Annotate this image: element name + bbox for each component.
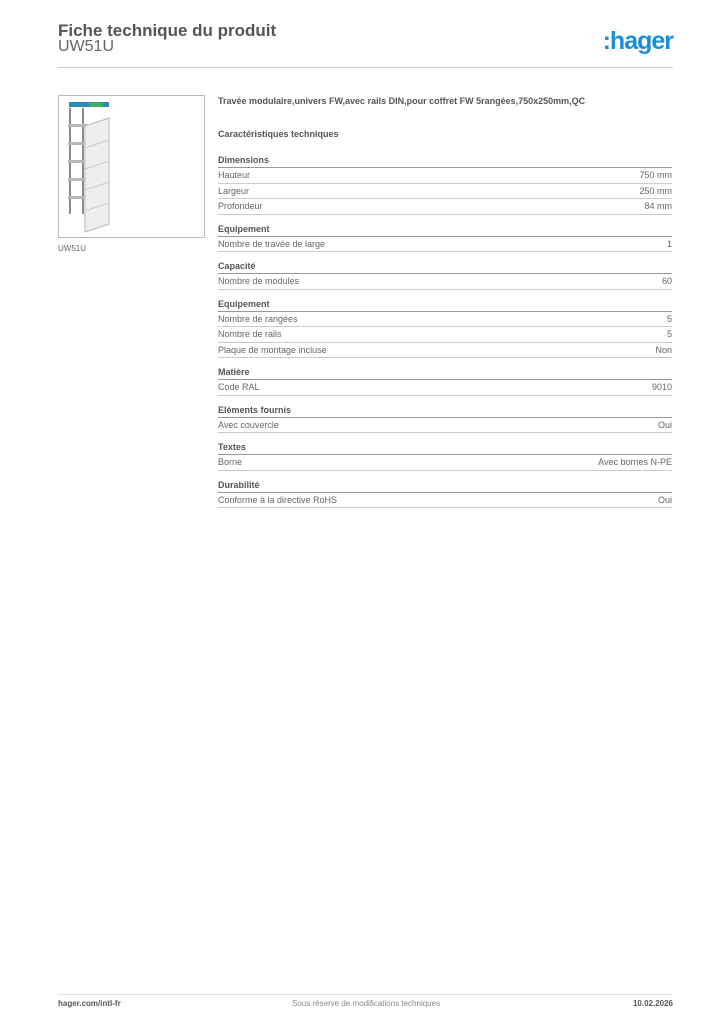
section-title: Capacité bbox=[218, 261, 672, 274]
product-image-caption: UW51U bbox=[58, 244, 87, 253]
spec-row bbox=[218, 418, 672, 434]
spec-value: Non bbox=[655, 344, 672, 355]
spec-section bbox=[218, 155, 672, 215]
spec-value: 84 mm bbox=[644, 201, 672, 211]
header-divider bbox=[58, 67, 673, 68]
spec-section bbox=[218, 442, 672, 471]
spec-row bbox=[218, 327, 672, 343]
section-title: Equipement bbox=[218, 299, 672, 312]
footer-date: 10.02.2026 bbox=[632, 999, 673, 1008]
spec-row bbox=[218, 380, 672, 396]
section-title: Equipement bbox=[218, 224, 672, 237]
spec-section bbox=[218, 367, 672, 396]
spec-row bbox=[218, 168, 672, 184]
spec-label: Nombre de modules bbox=[218, 276, 300, 286]
section-title: Dimensions bbox=[218, 155, 672, 168]
spec-row bbox=[218, 274, 672, 290]
page-title: Fiche technique du produit bbox=[58, 21, 277, 40]
footer-website-link[interactable]: hager.com/intl-fr bbox=[58, 999, 121, 1008]
spec-section bbox=[218, 480, 672, 509]
footer-disclaimer: Sous réserve de modifications techniques bbox=[292, 999, 441, 1008]
spec-row bbox=[218, 493, 672, 509]
spec-label: Plaque de montage incluse bbox=[218, 344, 327, 355]
spec-value: Avec bornes N-PE bbox=[598, 457, 672, 467]
spec-label: Nombre de travée de large bbox=[218, 238, 326, 249]
spec-value: 60 bbox=[661, 276, 672, 286]
hager-logo: :hager bbox=[602, 27, 673, 55]
spec-section bbox=[218, 261, 672, 290]
spec-label: Largeur bbox=[218, 185, 250, 196]
footer-divider bbox=[58, 994, 673, 995]
characteristics-heading: Caractéristiques techniques bbox=[218, 129, 339, 139]
spec-row bbox=[218, 455, 672, 471]
specifications bbox=[218, 96, 672, 517]
spec-label: Code RAL bbox=[218, 382, 260, 392]
spec-label: Nombre de rails bbox=[218, 329, 282, 339]
product-reference: UW51U bbox=[58, 38, 115, 55]
spec-value: 5 bbox=[666, 313, 672, 324]
spec-value: 250 mm bbox=[639, 185, 672, 196]
spec-value: Oui bbox=[657, 494, 672, 505]
section-title: Matière bbox=[218, 367, 672, 380]
section-title: Eléments fournis bbox=[218, 405, 672, 418]
product-image bbox=[58, 95, 205, 238]
spec-row bbox=[218, 184, 672, 200]
spec-label: Borne bbox=[218, 457, 243, 467]
product-description: Travée modulaire,univers FW,avec rails DIN,pour coffret FW 5rangées,750x250mm,QC bbox=[218, 96, 586, 106]
spec-value: 5 bbox=[666, 329, 672, 339]
spec-value: 9010 bbox=[651, 382, 672, 392]
spec-label: Nombre de rangées bbox=[218, 313, 298, 324]
spec-value: 750 mm bbox=[639, 170, 672, 180]
spec-label: Conforme à la directive RoHS bbox=[218, 494, 338, 505]
spec-section bbox=[218, 405, 672, 434]
spec-row bbox=[218, 343, 672, 359]
section-title: Durabilité bbox=[218, 480, 672, 493]
spec-value: 1 bbox=[666, 238, 672, 249]
spec-row bbox=[218, 312, 672, 328]
spec-label: Profondeur bbox=[218, 201, 263, 211]
spec-value: Oui bbox=[657, 419, 672, 430]
spec-label: Avec couvercle bbox=[218, 419, 279, 430]
spec-row bbox=[218, 237, 672, 253]
spec-label: Hauteur bbox=[218, 170, 251, 180]
section-title: Textes bbox=[218, 442, 672, 455]
spec-row bbox=[218, 199, 672, 215]
spec-section bbox=[218, 224, 672, 253]
spec-section bbox=[218, 299, 672, 359]
